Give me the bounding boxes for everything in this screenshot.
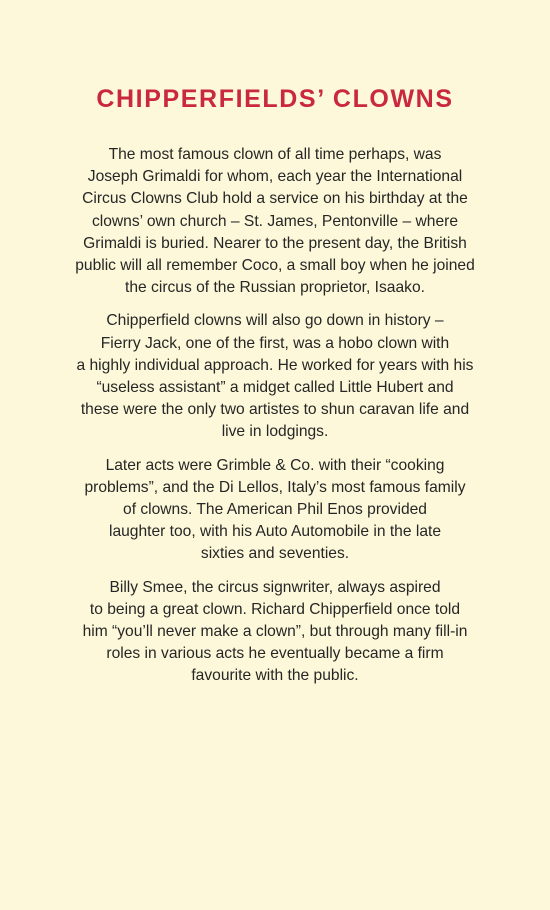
text-line: of clowns. The American Phil Enos provided	[123, 501, 427, 519]
text-line: Grimaldi is buried. Nearer to the present day, the British	[83, 234, 467, 252]
page-title: CHIPPERFIELDS’ CLOWNS	[96, 85, 454, 113]
text-line: Chipperfield clowns will also go down in history –	[106, 312, 444, 330]
text-line: roles in various acts he eventually became a firm	[106, 645, 444, 663]
text-line: clowns’ own church – St. James, Pentonville – where	[91, 212, 459, 230]
text-line: Billy Smee, the circus signwriter, always aspired	[109, 578, 441, 596]
text-line: Later acts were Grimble & Co. with their “cooking	[105, 456, 445, 474]
text-line: laughter too, with his Auto Automobile in the late	[108, 523, 441, 541]
text-line: public will all remember Coco, a small boy when he joined	[75, 257, 475, 275]
text-line: Circus Clowns Club hold a service on his birthday at the	[82, 190, 468, 208]
text-line: these were the only two artistes to shun caravan life and	[80, 401, 470, 419]
text-line: him “you’ll never make a clown”, but through many fill-in	[82, 623, 468, 641]
text-line: problems”, and the Di Lellos, Italy’s most famous family	[84, 478, 466, 496]
text-line: a highly individual approach. He worked for years with his	[76, 356, 474, 374]
paragraph-1	[34, 144, 516, 299]
text-line: “useless assistant” a midget called Little Hubert and	[96, 379, 454, 397]
text-line: to being a great clown. Richard Chipperfield once told	[89, 600, 461, 618]
paragraph-4	[34, 577, 516, 688]
text-line: Joseph Grimaldi for whom, each year the International	[87, 168, 463, 186]
body-text	[34, 144, 516, 699]
text-line: sixties and seventies.	[200, 545, 350, 563]
text-line: live in lodgings.	[221, 423, 329, 441]
text-line: Fierry Jack, one of the first, was a hobo clown with	[100, 334, 450, 352]
text-line: The most famous clown of all time perhaps, was	[108, 146, 442, 163]
paragraph-2	[34, 310, 516, 443]
paragraph-3	[34, 455, 516, 566]
text-line: the circus of the Russian proprietor, Isaako.	[125, 279, 425, 297]
text-line: favourite with the public.	[191, 667, 359, 685]
